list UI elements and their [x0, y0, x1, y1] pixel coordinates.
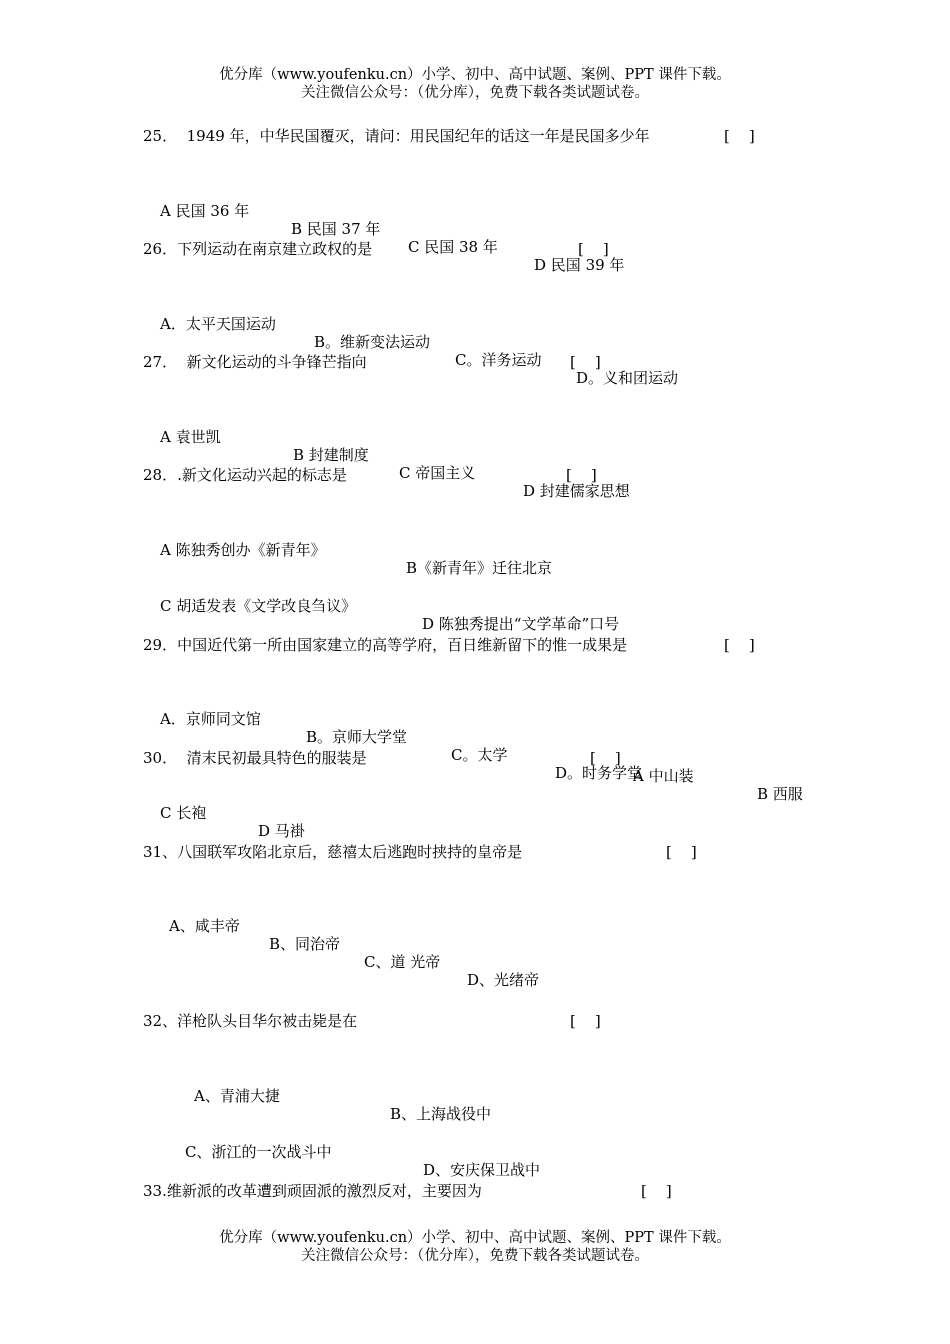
question-29-stem: 29．中国近代第一所由国家建立的高等学府，百日维新留下的惟一成果是 — [143, 636, 628, 654]
question-25-stem: 25． 1949 年，中华民国覆灭，请问：用民国纪年的话这一年是民国多少年 — [143, 127, 650, 145]
header-line-1: 优分库（www.youfenku.cn）小学、初中、高中试题、案例、PPT 课件下载。 — [219, 67, 731, 83]
option-c: C 帝国主义 — [399, 464, 476, 482]
option-a: A、青浦大捷 — [194, 1087, 280, 1105]
question-28-bracket: [ ] — [566, 466, 597, 484]
option-b: B 封建制度 — [293, 446, 369, 464]
option-d: D 民国 39 年 — [534, 256, 625, 274]
question-30-stem: 30． 清末民初最具特色的服装是 — [143, 749, 367, 767]
option-b: B《新青年》迁往北京 — [406, 559, 553, 577]
option-a: A．京师同文馆 — [160, 710, 261, 728]
question-30-bracket: [ ] — [590, 749, 621, 767]
option-d: D 陈独秀提出“文学革命”口号 — [422, 615, 620, 633]
option-b: B 西服 — [757, 785, 803, 803]
option-d: D、安庆保卫战中 — [423, 1161, 541, 1179]
option-c: C 长袍 — [160, 804, 207, 822]
option-c: C 民国 38 年 — [408, 238, 498, 256]
question-33-stem: 33.维新派的改革遭到顽固派的激烈反对，主要因为 — [143, 1182, 482, 1200]
option-b: B、同治帝 — [269, 935, 341, 953]
option-c: C、道 光帝 — [364, 953, 441, 971]
option-d: D、光绪帝 — [467, 971, 540, 989]
question-27-stem: 27． 新文化运动的斗争锋芒指向 — [143, 353, 367, 371]
question-29-bracket: [ ] — [724, 636, 755, 654]
option-b: B。京师大学堂 — [306, 728, 408, 746]
question-31-bracket: [ ] — [666, 843, 697, 861]
question-25-bracket: [ ] — [724, 127, 755, 145]
option-c: C。太学 — [451, 746, 508, 764]
footer-line-1: 优分库（www.youfenku.cn）小学、初中、高中试题、案例、PPT 课件下载。 — [219, 1230, 731, 1246]
option-c: C。洋务运动 — [455, 351, 542, 369]
header-line-2: 关注微信公众号：（优分库），免费下载各类试题试卷。 — [301, 85, 649, 101]
option-d: D。义和团运动 — [576, 369, 679, 387]
option-a: A 袁世凯 — [160, 428, 221, 446]
footer-line-2: 关注微信公众号：（优分库），免费下载各类试题试卷。 — [301, 1248, 649, 1264]
question-28-stem: 28．.新文化运动兴起的标志是 — [143, 466, 347, 484]
question-32-bracket: [ ] — [570, 1012, 601, 1030]
option-a: A 民国 36 年 — [160, 202, 250, 220]
option-a: A 中山装 — [633, 767, 694, 785]
option-d: D 封建儒家思想 — [523, 482, 630, 500]
question-33-bracket: [ ] — [641, 1182, 672, 1200]
option-b: B 民国 37 年 — [291, 220, 381, 238]
question-31-stem: 31、八国联军攻陷北京后，慈禧太后逃跑时挟持的皇帝是 — [143, 843, 523, 861]
option-a: A、咸丰帝 — [169, 917, 240, 935]
question-26-bracket: [ ] — [578, 240, 609, 258]
option-b: B、上海战役中 — [390, 1105, 492, 1123]
option-c: C、浙江的一次战斗中 — [185, 1143, 332, 1161]
question-32-stem: 32、洋枪队头目华尔被击毙是在 — [143, 1012, 358, 1030]
question-26-stem: 26．下列运动在南京建立政权的是 — [143, 240, 373, 258]
option-c: C 胡适发表《文学改良刍议》 — [160, 597, 357, 615]
question-30-options-row-2 — [0, 786, 305, 858]
question-31-options — [0, 899, 540, 1007]
option-d: D 马褂 — [258, 822, 305, 840]
question-27-bracket: [ ] — [570, 353, 601, 371]
option-d: D。时务学堂 — [555, 764, 643, 782]
option-a: A．太平天国运动 — [160, 315, 276, 333]
option-a: A 陈独秀创办《新青年》 — [160, 541, 326, 559]
option-b: B。维新变法运动 — [314, 333, 431, 351]
